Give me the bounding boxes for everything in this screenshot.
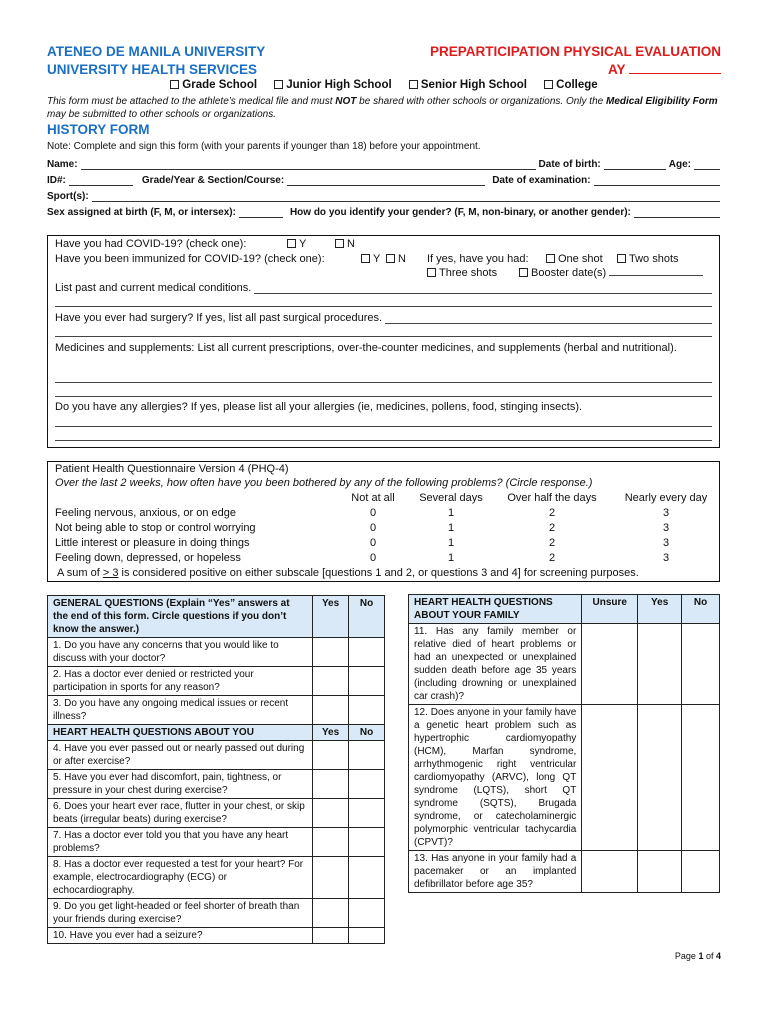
phq4-score[interactable]: 3 xyxy=(662,507,670,519)
phq4-score[interactable]: 2 xyxy=(548,522,556,534)
table-row xyxy=(48,857,385,899)
question-text: 13. Has anyone in your family had a pacemaker or an implanted defibrillator before age 35? xyxy=(409,851,582,893)
phq4-score[interactable]: 2 xyxy=(548,552,556,564)
university-name: ATENEO DE MANILA UNIVERSITY xyxy=(47,44,266,59)
allergies-question: Do you have any allergies? If yes, please list all your allergies (ie, medicines, pollens, food, stinging insects). xyxy=(55,401,583,413)
academic-year xyxy=(430,61,721,79)
yes-column-header: Yes xyxy=(313,725,349,741)
no-cell[interactable] xyxy=(349,696,385,725)
history-form-title: HISTORY FORM xyxy=(47,122,150,137)
checkbox-icon[interactable] xyxy=(519,268,528,277)
booster-option[interactable]: Booster date(s) xyxy=(519,267,703,279)
checkbox-icon[interactable] xyxy=(544,80,553,89)
sport-field[interactable] xyxy=(92,193,720,202)
unsure-cell[interactable] xyxy=(582,851,638,893)
surgery-question: Have you ever had surgery? If yes, list all past surgical procedures. xyxy=(55,312,712,324)
age-label: Age: xyxy=(668,159,691,170)
table-row xyxy=(48,770,385,799)
yes-column-header: Yes xyxy=(313,596,349,638)
phq4-box xyxy=(47,461,720,582)
no-cell[interactable] xyxy=(349,741,385,770)
no-cell[interactable] xyxy=(349,667,385,696)
field-row-id xyxy=(47,173,720,186)
no-cell[interactable] xyxy=(349,928,385,944)
family-questions-table xyxy=(408,594,720,893)
field-row-sport xyxy=(47,189,720,202)
age-field[interactable] xyxy=(694,161,720,170)
table-header-row xyxy=(48,725,385,741)
table-row xyxy=(48,799,385,828)
phq4-score[interactable]: 3 xyxy=(662,552,670,564)
phq4-score[interactable]: 3 xyxy=(662,537,670,549)
question-text: 7. Has a doctor ever told you that you have any heart problems? xyxy=(48,828,313,857)
question-text: 12. Does anyone in your family have a genetic heart problem such as hypertrophic cardiomyopathy (HCM), Marfan syndrome, arrhythmogenic right ventricular cardiomyopathy (ARVC), long QT syndrome (LQTS), short QT syndrome (SQTS), Brugada syndrome, or catecholaminergic polymorphic ventricular tachycardia (CPVT)? xyxy=(409,705,582,851)
phq4-score[interactable]: 0 xyxy=(369,522,377,534)
phq4-score[interactable]: 0 xyxy=(369,552,377,564)
checkbox-icon[interactable] xyxy=(335,239,344,248)
question-text: 11. Has any family member or relative died of heart problems or had an unexpected or unexplained sudden death before age 35 years (including drowning or unexplained car crash)? xyxy=(409,624,582,705)
dob-label: Date of birth: xyxy=(538,159,601,170)
no-cell[interactable] xyxy=(349,770,385,799)
three-shots-option[interactable]: Three shots xyxy=(427,267,497,279)
unsure-column-header: Unsure xyxy=(582,595,638,624)
surgery-line-2[interactable] xyxy=(55,336,712,337)
yes-cell[interactable] xyxy=(638,624,682,705)
yes-cell[interactable] xyxy=(313,667,349,696)
phq4-score[interactable]: 2 xyxy=(548,507,556,519)
level-college[interactable]: College xyxy=(544,79,598,91)
phq4-score[interactable]: 1 xyxy=(447,507,455,519)
phq4-title: Patient Health Questionnaire Version 4 (PHQ-4) xyxy=(55,463,289,475)
ay-field[interactable] xyxy=(629,62,721,74)
question-text: 3. Do you have any ongoing medical issues or recent illness? xyxy=(48,696,313,725)
sex-field[interactable] xyxy=(239,209,283,218)
yes-column-header: Yes xyxy=(638,595,682,624)
medicines-line-1[interactable] xyxy=(55,382,712,383)
no-cell[interactable] xyxy=(682,851,720,893)
no-column-header: No xyxy=(349,725,385,741)
checkbox-icon[interactable] xyxy=(361,254,370,263)
checkbox-icon[interactable] xyxy=(409,80,418,89)
id-label: ID#: xyxy=(47,175,66,186)
unsure-cell[interactable] xyxy=(582,705,638,851)
appointment-note: Note: Complete and sign this form (with your parents if younger than 18) before your appointment. xyxy=(47,141,481,152)
unsure-cell[interactable] xyxy=(582,624,638,705)
phq4-instruction: Over the last 2 weeks, how often have you been bothered by any of the following problems? (Circle response.) xyxy=(55,477,593,489)
question-text: 8. Has a doctor ever requested a test for your heart? For example, electrocardiography (ECG) or echocardiography. xyxy=(48,857,313,899)
general-questions-header: GENERAL QUESTIONS (Explain “Yes” answers at the end of this form. Circle questions if you don’t know the answer.) xyxy=(48,596,313,638)
department-name: UNIVERSITY HEALTH SERVICES xyxy=(47,62,258,77)
phq4-row-label: Little interest or pleasure in doing things xyxy=(55,537,250,549)
grade-field[interactable] xyxy=(287,177,485,186)
no-cell[interactable] xyxy=(682,705,720,851)
immunization-question: Have you been immunized for COVID-19? (check one): Y N If yes, have you had: One shot Two shots xyxy=(55,253,679,265)
no-cell[interactable] xyxy=(349,638,385,667)
question-text: 10. Have you ever had a seizure? xyxy=(48,928,313,944)
gender-label: How do you identify your gender? (F, M, non-binary, or another gender): xyxy=(289,207,631,218)
form-title: PREPARTICIPATION PHYSICAL EVALUATION xyxy=(429,44,721,59)
table-row xyxy=(48,638,385,667)
covid-yes-option[interactable]: Y xyxy=(287,238,306,250)
phq4-row-label: Feeling nervous, anxious, or on edge xyxy=(55,507,237,519)
doe-label: Date of examination: xyxy=(492,175,591,186)
sex-label: Sex assigned at birth (F, M, or intersex): xyxy=(47,207,236,218)
level-senior-high[interactable]: Senior High School xyxy=(409,79,527,91)
phq4-score[interactable]: 2 xyxy=(548,537,556,549)
yes-cell[interactable] xyxy=(313,799,349,828)
doe-field[interactable] xyxy=(594,177,720,186)
no-cell[interactable] xyxy=(349,828,385,857)
phq4-score[interactable]: 1 xyxy=(447,552,455,564)
gender-field[interactable] xyxy=(634,209,720,218)
checkbox-icon[interactable] xyxy=(617,254,626,263)
table-row xyxy=(409,624,720,705)
yes-cell[interactable] xyxy=(313,899,349,928)
one-shot-option[interactable]: One shot xyxy=(546,253,603,265)
level-grade-school[interactable]: Grade School xyxy=(170,79,257,91)
page-number: Page 1 of 4 xyxy=(674,951,721,961)
phq4-col-several-days: Several days xyxy=(419,492,483,504)
surgery-field[interactable] xyxy=(385,314,712,324)
yes-cell[interactable] xyxy=(638,851,682,893)
dob-field[interactable] xyxy=(604,161,666,170)
heart-about-you-header: HEART HEALTH QUESTIONS ABOUT YOU xyxy=(48,725,313,741)
no-cell[interactable] xyxy=(682,624,720,705)
no-cell[interactable] xyxy=(349,799,385,828)
allergies-line-1[interactable] xyxy=(55,426,712,427)
yes-cell[interactable] xyxy=(313,696,349,725)
yes-cell[interactable] xyxy=(313,741,349,770)
general-questions-table xyxy=(47,595,385,944)
medicines-question: Medicines and supplements: List all current prescriptions, over-the-counter medicines, and supplements (herbal and nutritional). xyxy=(55,342,677,354)
checkbox-icon[interactable] xyxy=(546,254,555,263)
question-text: 4. Have you ever passed out or nearly passed out during or after exercise? xyxy=(48,741,313,770)
phq4-footer: A sum of > 3 is considered positive on either subscale [questions 1 and 2, or questions 3 and 4] for screening purposes. xyxy=(57,567,639,579)
table-row xyxy=(48,899,385,928)
no-column-header: No xyxy=(349,596,385,638)
phq4-score[interactable]: 0 xyxy=(369,507,377,519)
yes-cell[interactable] xyxy=(313,928,349,944)
sport-label: Sport(s): xyxy=(47,191,89,202)
yes-cell[interactable] xyxy=(313,638,349,667)
medicines-line-2[interactable] xyxy=(55,396,712,397)
phq4-score[interactable]: 1 xyxy=(447,522,455,534)
no-cell[interactable] xyxy=(349,899,385,928)
question-text: 1. Do you have any concerns that you would like to discuss with your doctor? xyxy=(48,638,313,667)
covid-no-option[interactable]: N xyxy=(335,238,355,250)
checkbox-icon[interactable] xyxy=(170,80,179,89)
header-left xyxy=(47,43,265,79)
checkbox-icon[interactable] xyxy=(427,268,436,277)
no-cell[interactable] xyxy=(349,857,385,899)
yes-cell[interactable] xyxy=(638,705,682,851)
table-row xyxy=(48,741,385,770)
two-shots-option[interactable]: Two shots xyxy=(617,253,679,265)
phq4-score[interactable]: 1 xyxy=(447,537,455,549)
field-row-name xyxy=(47,157,720,170)
header-right xyxy=(430,43,721,79)
if-yes-label: If yes, have you had: xyxy=(427,253,529,265)
ay-label: AY xyxy=(607,62,626,77)
question-text: 9. Do you get light-headed or feel shorter of breath than your friends during exercise? xyxy=(48,899,313,928)
confidentiality-notice: This form must be attached to the athlete’s medical file and must NOT be shared with other schools or organizations. Only the Medical Eligibility Form may be submitted to other schools or organizations. xyxy=(47,96,718,120)
conditions-field[interactable] xyxy=(254,284,712,294)
question-text: 2. Has a doctor ever denied or restricted your participation in sports for any reason? xyxy=(48,667,313,696)
checkbox-icon[interactable] xyxy=(386,254,395,263)
name-label: Name: xyxy=(47,159,78,170)
phq4-col-not-at-all: Not at all xyxy=(351,492,395,504)
checkbox-icon[interactable] xyxy=(274,80,283,89)
yes-cell[interactable] xyxy=(313,770,349,799)
covid-question: Have you had COVID-19? (check one): Y N xyxy=(55,238,355,250)
phq4-col-nearly-every-day: Nearly every day xyxy=(624,492,708,504)
no-column-header: No xyxy=(682,595,720,624)
checkbox-icon[interactable] xyxy=(287,239,296,248)
school-level-options xyxy=(0,79,768,91)
phq4-score[interactable]: 0 xyxy=(369,537,377,549)
phq4-col-over-half: Over half the days xyxy=(507,492,597,504)
table-row xyxy=(48,828,385,857)
phq4-row-label: Feeling down, depressed, or hopeless xyxy=(55,552,241,564)
immun-no-option[interactable]: N xyxy=(386,253,406,265)
yes-cell[interactable] xyxy=(313,828,349,857)
field-row-sex-gender xyxy=(47,205,720,218)
table-header-row xyxy=(48,596,385,638)
name-field[interactable] xyxy=(81,161,536,170)
question-text: 5. Have you ever had discomfort, pain, tightness, or pressure in your chest during exercise? xyxy=(48,770,313,799)
allergies-line-2[interactable] xyxy=(55,440,712,441)
medical-history-box xyxy=(47,235,720,448)
immun-yes-option[interactable]: Y xyxy=(361,253,380,265)
phq4-score[interactable]: 3 xyxy=(662,522,670,534)
phq4-row-label: Not being able to stop or control worrying xyxy=(55,522,256,534)
table-row xyxy=(409,705,720,851)
yes-cell[interactable] xyxy=(313,857,349,899)
conditions-line-2[interactable] xyxy=(55,306,712,307)
question-text: 6. Does your heart ever race, flutter in your chest, or skip beats (irregular beats) during exercise? xyxy=(48,799,313,828)
conditions-question: List past and current medical conditions. xyxy=(55,282,712,294)
table-row xyxy=(48,696,385,725)
booster-date-field[interactable] xyxy=(609,267,703,276)
table-row xyxy=(48,667,385,696)
family-questions-header: HEART HEALTH QUESTIONS ABOUT YOUR FAMILY xyxy=(409,595,582,624)
table-header-row xyxy=(409,595,720,624)
table-row xyxy=(48,928,385,944)
grade-label: Grade/Year & Section/Course: xyxy=(141,175,285,186)
table-row xyxy=(409,851,720,893)
id-field[interactable] xyxy=(69,177,133,186)
level-junior-high[interactable]: Junior High School xyxy=(274,79,391,91)
